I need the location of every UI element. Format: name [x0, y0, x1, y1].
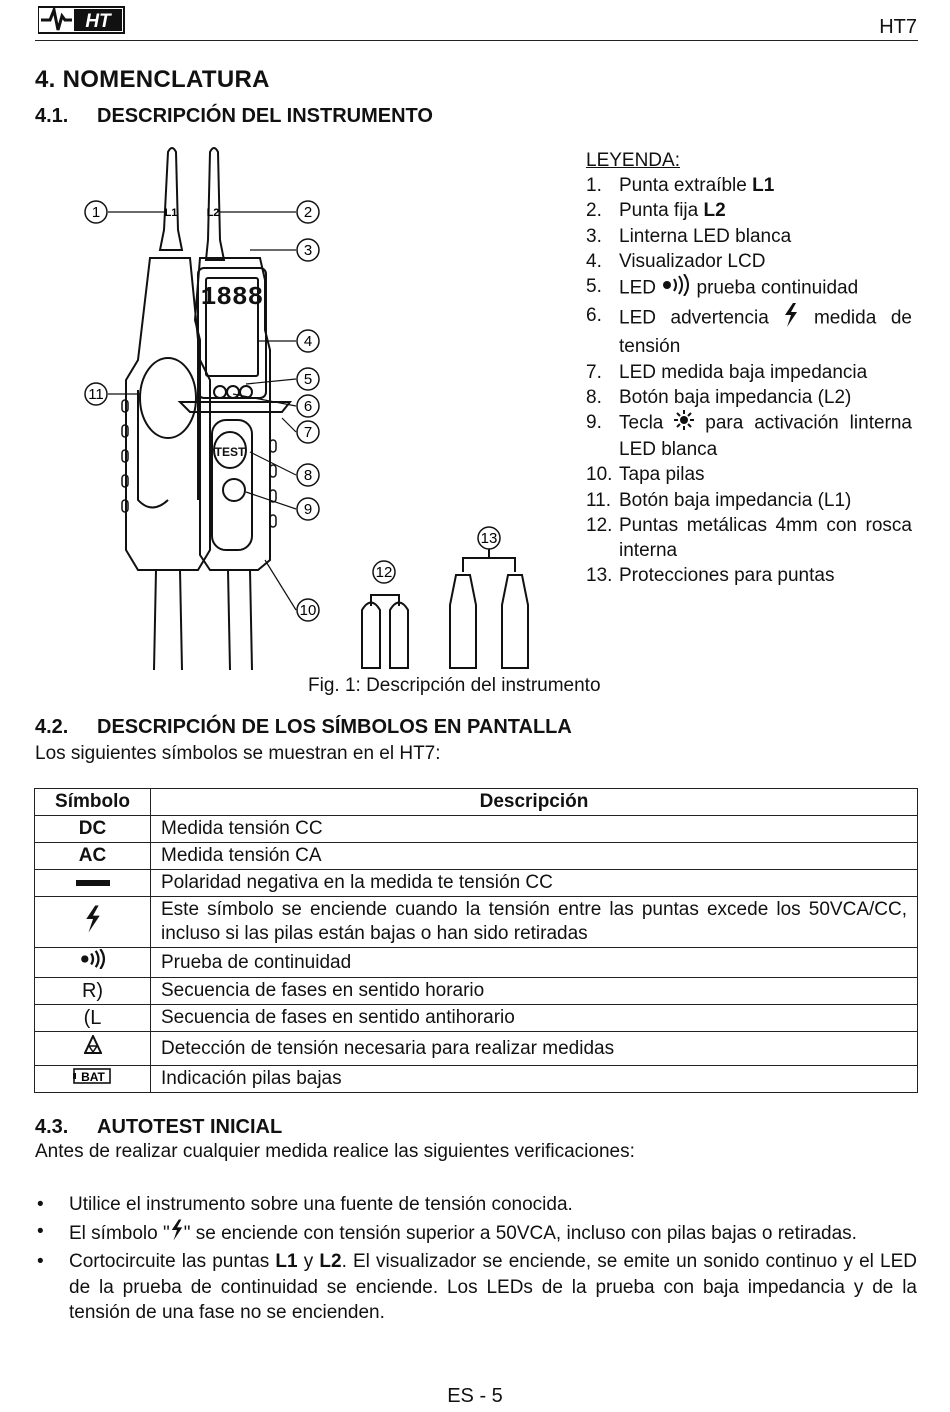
- svg-text:1: 1: [91, 204, 101, 221]
- svg-text:4: 4: [303, 333, 313, 350]
- callout-3: [297, 239, 319, 261]
- probe-label-l1: L1: [164, 207, 178, 219]
- table-row: [35, 1066, 918, 1093]
- svg-text:7: 7: [303, 424, 313, 441]
- symbol-ac: AC: [35, 843, 151, 870]
- legend-item-4: 4. Visualizador LCD: [586, 250, 766, 272]
- row-description: Secuencia de fases en sentido horario: [151, 978, 918, 1005]
- svg-text:5: 5: [303, 371, 313, 388]
- list-item: • Cortocircuite las puntas L1 y L2. El visualizador se enciende, se emite un sonido continuo y el LED de la prueba de continuidad se enciende. Los LEDs de la prueba con baja impedancia y de la tensión de una fase no se encienden.: [37, 1251, 917, 1323]
- section-41-heading: [35, 105, 433, 128]
- row-description: Secuencia de fases en sentido antihorario: [151, 1005, 918, 1032]
- legend-title: LEYENDA:: [586, 150, 680, 171]
- section-42-heading: [35, 716, 572, 739]
- callout-9: [297, 498, 319, 520]
- table-row: [35, 1005, 918, 1032]
- header-divider: [35, 40, 918, 41]
- callout-12: [373, 561, 395, 583]
- symbol-phase-clockwise: R): [35, 978, 151, 1005]
- table-row: [35, 1032, 918, 1066]
- legend-item-6: 6. LED advertencia medida de tensión: [586, 305, 912, 358]
- lcd-digits: 1888: [200, 282, 264, 312]
- section-43-number: 4.3.: [35, 1116, 69, 1138]
- callout-2: [297, 201, 319, 223]
- callout-6: [297, 395, 319, 417]
- table-row: [35, 978, 918, 1005]
- legend-item-2: 2. Punta fija L2: [586, 200, 726, 222]
- row-description: Este símbolo se enciende cuando la tensión entre las puntas excede los 50VCA/CC, incluso si las pilas están bajas o han sido retiradas: [151, 897, 918, 948]
- legend-item-10: 10. Tapa pilas: [586, 464, 705, 486]
- callout-11: [85, 383, 107, 405]
- autotest-list: [35, 1192, 917, 1327]
- lightning-icon: [783, 303, 799, 334]
- list-item: • Utilice el instrumento sobre una fuente de tensión conocida.: [37, 1194, 573, 1215]
- svg-text:3: 3: [303, 242, 313, 259]
- battery-icon: [73, 1067, 113, 1091]
- legend-item-13: 13. Protecciones para puntas: [586, 565, 835, 587]
- section-43-heading: [35, 1116, 282, 1139]
- callout-5: [297, 368, 319, 390]
- callout-13: [478, 527, 500, 549]
- figure-caption: Fig. 1: Descripción del instrumento: [308, 675, 601, 696]
- svg-text:8: 8: [303, 467, 313, 484]
- svg-text:BAT: BAT: [80, 1070, 105, 1085]
- table-row: [35, 948, 918, 978]
- section-42-intro: Los siguientes símbolos se muestran en el HT7:: [35, 743, 441, 764]
- svg-text:2: 2: [303, 204, 313, 221]
- legend-item-5: 5. LED prueba continuidad: [586, 274, 912, 303]
- table-row: [35, 843, 918, 870]
- table-row: [35, 897, 918, 948]
- legend-item-9: 9. Tecla para activación linterna LED blanca: [586, 412, 912, 461]
- row-description: Polaridad negativa en la medida te tensión CC: [151, 870, 918, 897]
- test-button-label: TEST: [214, 445, 246, 459]
- list-item: • El símbolo " " se enciende con tensión superior a 50VCA, incluso con pilas bajas o retiradas.: [35, 1219, 917, 1249]
- table-header-row: [35, 789, 918, 816]
- row-description: Detección de tensión necesaria para realizar medidas: [151, 1032, 918, 1066]
- legend-item-7: 7. LED medida baja impedancia: [586, 361, 868, 383]
- callout-8: [297, 464, 319, 486]
- legend-item-3: 3. Linterna LED blanca: [586, 225, 792, 247]
- lightning-icon: [170, 1219, 184, 1249]
- section-43-title: AUTOTEST INICIAL: [97, 1116, 283, 1138]
- continuity-icon: [661, 274, 691, 303]
- section-41-number: 4.1.: [35, 105, 69, 127]
- section-43-intro: Antes de realizar cualquier medida realice las siguientes verificaciones:: [35, 1141, 635, 1162]
- callout-1: [85, 201, 107, 223]
- svg-text:13: 13: [480, 530, 498, 547]
- instrument-figure: [60, 140, 580, 680]
- lightning-icon: [84, 904, 102, 941]
- row-description: Prueba de continuidad: [151, 948, 918, 978]
- row-description: Medida tensión CC: [151, 816, 918, 843]
- svg-text:10: 10: [299, 602, 317, 619]
- table-row: [35, 870, 918, 897]
- model-name: HT7: [879, 16, 917, 38]
- section-42-number: 4.2.: [35, 716, 69, 738]
- svg-text:6: 6: [303, 398, 313, 415]
- callout-4: [297, 330, 319, 352]
- svg-text:11: 11: [88, 386, 104, 403]
- legend-item-8: 8. Botón baja impedancia (L2): [586, 386, 852, 408]
- continuity-icon: [79, 949, 107, 976]
- figure-legend: [586, 148, 912, 588]
- legend-item-12: 12. Puntas metálicas 4mm con rosca interna: [586, 514, 912, 562]
- lamp-icon: [674, 410, 694, 437]
- svg-text:9: 9: [303, 501, 313, 518]
- page-number: ES - 5: [447, 1385, 503, 1407]
- section-4-title: 4. NOMENCLATURA: [35, 66, 270, 93]
- logo-text: HT: [85, 11, 111, 32]
- ht-logo: [38, 6, 126, 34]
- header-description: Descripción: [151, 789, 918, 816]
- symbol-phase-counterclockwise: (L: [35, 1005, 151, 1032]
- callout-7: [297, 421, 319, 443]
- section-42-title: DESCRIPCIÓN DE LOS SÍMBOLOS EN PANTALLA: [97, 716, 572, 738]
- svg-text:12: 12: [375, 564, 393, 581]
- symbols-table: [34, 788, 918, 1093]
- warning-triangle-icon: [84, 1035, 102, 1062]
- callout-10: [297, 599, 319, 621]
- row-description: Indicación pilas bajas: [151, 1066, 918, 1093]
- table-row: [35, 816, 918, 843]
- legend-item-11: 11. Botón baja impedancia (L1): [586, 489, 852, 511]
- section-41-title: DESCRIPCIÓN DEL INSTRUMENTO: [97, 105, 433, 127]
- row-description: Medida tensión CA: [151, 843, 918, 870]
- header-symbol: Símbolo: [35, 789, 151, 816]
- legend-item-1: 1. Punta extraíble L1: [586, 175, 775, 197]
- minus-bar-icon: [76, 871, 110, 895]
- probe-label-l2: L2: [206, 207, 220, 219]
- symbol-dc: DC: [35, 816, 151, 843]
